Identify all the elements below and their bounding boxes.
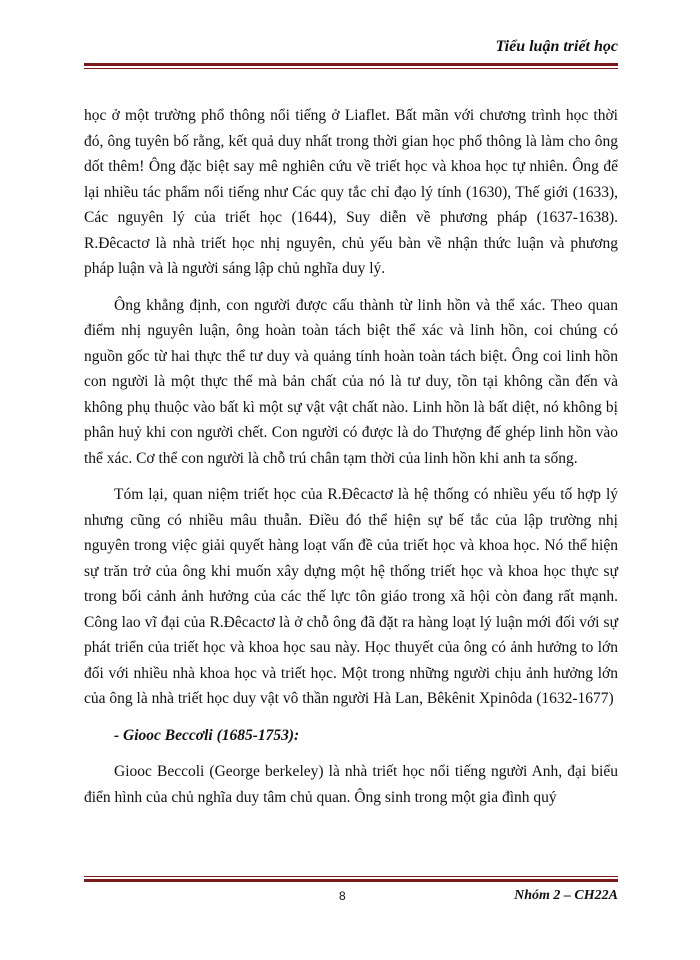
document-body bbox=[84, 103, 618, 821]
footer-group-label: Nhóm 2 – CH22A bbox=[514, 888, 618, 903]
footer-rule-thick bbox=[84, 879, 618, 882]
paragraph: Giooc Beccoli (George berkeley) là nhà triết học nổi tiếng người Anh, đại biểu điển hình của chủ nghĩa duy tâm chủ quan. Ông sinh trong một gia đình quý bbox=[84, 763, 618, 806]
document-header-title: Tiểu luận triết học bbox=[495, 38, 618, 55]
section-subheading: - Giooc Beccơli (1685-1753): bbox=[114, 726, 300, 744]
paragraph: Ông khẳng định, con người được cấu thành từ linh hồn và thể xác. Theo quan điểm nhị nguyên luận, ông hoàn toàn tách biệt thể xác và linh hồn, coi chúng có nguồn gốc từ hai thực thể tư duy và quảng tính hoàn toàn tách biệt. Ông coi linh hồn con người là một thực thể mà bản chất của nó là tư duy, tồn tại không cần đến và không phụ thuộc vào bất kì một sự vật vật chất nào. Linh hồn là bất diệt, nó không bị phân huỷ khi con người chết. Con người có được là do Thượng đế ghép linh hồn vào thể xác. Cơ thể con người là chỗ trú chân tạm thời của linh hồn khi anh ta sống. bbox=[84, 296, 618, 467]
header-rule-thin bbox=[84, 68, 618, 69]
paragraph: Tóm lại, quan niệm triết học của R.Đêcactơ là hệ thống có nhiều yếu tố hợp lý nhưng cũng có nhiều mâu thuẫn. Điều đó thể hiện sự bế tắc của lập trường nhị nguyên trong việc giải quyết hàng loạt vấn đề của triết học và khoa học. Nó thể hiện sự trăn trở của ông khi muốn xây dựng một hệ thống triết học và khoa học thực sự trong bối cảnh ảnh hưởng của các thế lực tôn giáo trong xã hội còn đang rất mạnh. Công lao vĩ đại của R.Đêcactơ là ở chỗ ông đã đặt ra hàng loạt lý luận mới đối với sự phát triển của triết học và khoa học sau này. Học thuyết của ông có ảnh hưởng to lớn đối với nhiều nhà khoa học và triết học. Một trong những người chịu ảnh hưởng lớn của ông là nhà triết học duy vật vô thần người Hà Lan, Bêkênit Xpinôda (1632-1677) bbox=[84, 486, 618, 707]
page-number: 8 bbox=[339, 889, 346, 903]
header-rule-thick bbox=[84, 63, 618, 66]
footer-rule-thin bbox=[84, 876, 618, 877]
paragraph: học ở một trường phổ thông nổi tiếng ở Liaflet. Bất mãn với chương trình học thời đó, ông tuyên bố rằng, kết quả duy nhất trong thời gian học phổ thông là làm cho ông dốt thêm! Ông đặc biệt say mê nghiên cứu về triết học và khoa học tự nhiên. Ông để lại nhiều tác phẩm nổi tiếng như Các quy tắc chỉ đạo lý tính (1630), Thế giới (1633), Các nguyên lý của triết học (1644), Suy diễn về phương pháp (1637-1638). R.Đêcactơ là nhà triết học nhị nguyên, chủ yếu bàn về nhận thức luận và phương pháp luận và là người sáng lập chủ nghĩa duy lý. bbox=[84, 107, 618, 277]
